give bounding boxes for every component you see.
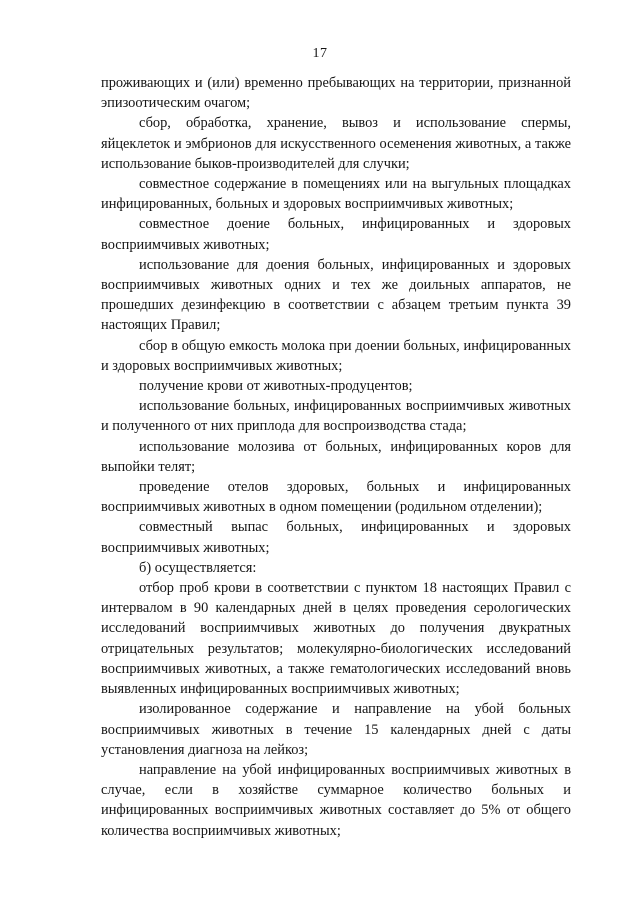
paragraph-milking-machines: использование для доения больных, инфицированных и здоровых восприимчивых животных одних и тех же доильных аппаратов, не прошедших дезинфекцию в соответствии с абзацем третьим пункта 39 настоящих Правил; <box>101 256 571 334</box>
page-number: 17 <box>312 46 328 61</box>
paragraph-slaughter-infected: направление на убой инфицированных восприимчивых животных в случае, если в хозяйстве суммарное количество больных и инфицированных восприимчивых животных составляет до 5% от общего количества восприимчивых животных; <box>101 761 571 839</box>
paragraph-joint-grazing: совместный выпас больных, инфицированных и здоровых восприимчивых животных; <box>101 519 571 556</box>
paragraph-milk-collection: сбор в общую емкость молока при доении больных, инфицированных и здоровых восприимчивых животных; <box>101 337 571 374</box>
paragraph-isolation-slaughter: изолированное содержание и направление на убой больных восприимчивых животных в течение 15 календарных дней с даты установления диагноза на лейкоз; <box>101 701 571 758</box>
body-text <box>101 73 571 841</box>
paragraph-semen-collection: сбор, обработка, хранение, вывоз и использование спермы, яйцеклеток и эмбрионов для искусственного осеменения животных, а также использование быков-производителей для случки; <box>101 115 571 172</box>
paragraph-colostrum: использование молозива от больных, инфицированных коров для выпойки телят; <box>101 438 571 475</box>
paragraph-herd-reproduction: использование больных, инфицированных восприимчивых животных и полученного от них приплода для воспроизводства стада; <box>101 398 571 435</box>
paragraph-calving: проведение отелов здоровых, больных и инфицированных восприимчивых животных в одном помещении (родильном отделении); <box>101 479 571 516</box>
paragraph-joint-housing: совместное содержание в помещениях или на выгульных площадках инфицированных, больных и здоровых восприимчивых животных; <box>101 176 571 213</box>
paragraph-continuation: проживающих и (или) временно пребывающих на территории, признанной эпизоотическим очагом; <box>101 75 571 112</box>
paragraph-blood-collection: получение крови от животных-продуцентов; <box>139 378 413 395</box>
paragraph-subsection-b: б) осуществляется: <box>139 559 257 576</box>
paragraph-joint-milking: совместное доение больных, инфицированных и здоровых восприимчивых животных; <box>101 216 571 253</box>
paragraph-blood-sampling: отбор проб крови в соответствии с пунктом 18 настоящих Правил с интервалом в 90 календарных дней в целях проведения серологических исследований восприимчивых животных до получения двукратных отрицательных результатов; молекулярно-биологических исследований восприимчивых животных, а также гематологических исследований вновь выявленных инфицированных восприимчивых животных; <box>101 580 571 698</box>
